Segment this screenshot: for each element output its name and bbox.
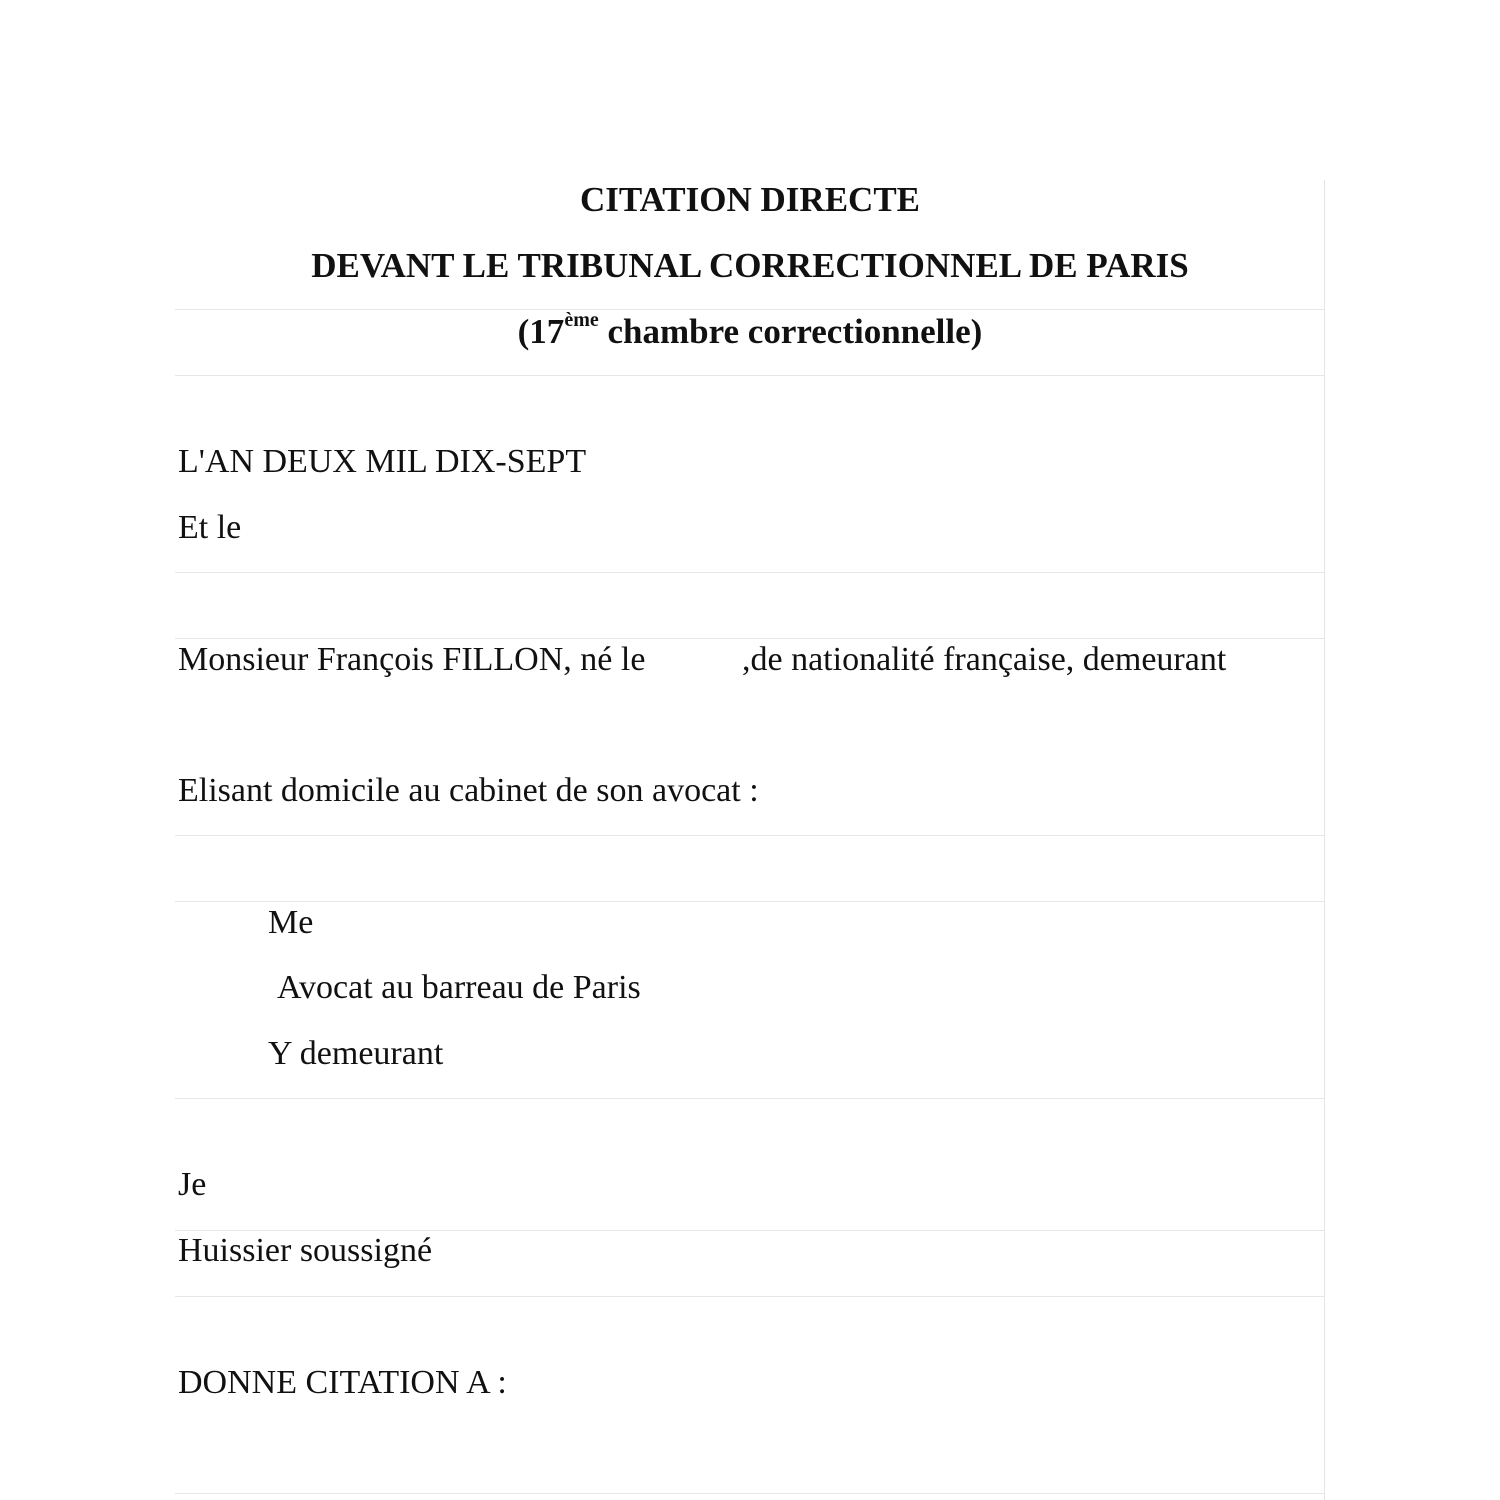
lawyer-name: Me <box>268 904 314 941</box>
huissier-line: Huissier soussigné <box>178 1232 433 1269</box>
divider <box>175 901 1325 902</box>
chamber-number: (17 <box>517 312 565 351</box>
divider <box>175 1296 1325 1297</box>
date-line: Et le <box>178 509 242 546</box>
citation-heading: DONNE CITATION A : <box>178 1364 507 1401</box>
page-margin-rule <box>1324 180 1325 1500</box>
divider <box>175 835 1325 836</box>
year-line: L'AN DEUX MIL DIX-SEPT <box>178 443 587 480</box>
domicile-line: Elisant domicile au cabinet de son avocat : <box>178 772 759 809</box>
chamber-ordinal: ème <box>564 309 599 332</box>
document-title: CITATION DIRECTE <box>579 180 921 219</box>
divider <box>175 309 1325 310</box>
je-line: Je <box>178 1166 207 1203</box>
divider <box>175 1098 1325 1099</box>
divider <box>175 375 1325 376</box>
chamber-heading <box>175 309 1325 352</box>
divider <box>175 638 1325 639</box>
lawyer-residence: Y demeurant <box>268 1035 444 1072</box>
divider <box>175 1493 1325 1494</box>
party-identity-start: Monsieur François FILLON, né le <box>178 641 646 678</box>
chamber-label: chambre correctionnelle) <box>598 312 983 351</box>
divider <box>175 572 1325 573</box>
party-identity-end: ,de nationalité française, demeurant <box>742 641 1227 678</box>
court-name: DEVANT LE TRIBUNAL CORRECTIONNEL DE PARIS <box>311 246 1189 285</box>
lawyer-bar: Avocat au barreau de Paris <box>277 969 641 1006</box>
